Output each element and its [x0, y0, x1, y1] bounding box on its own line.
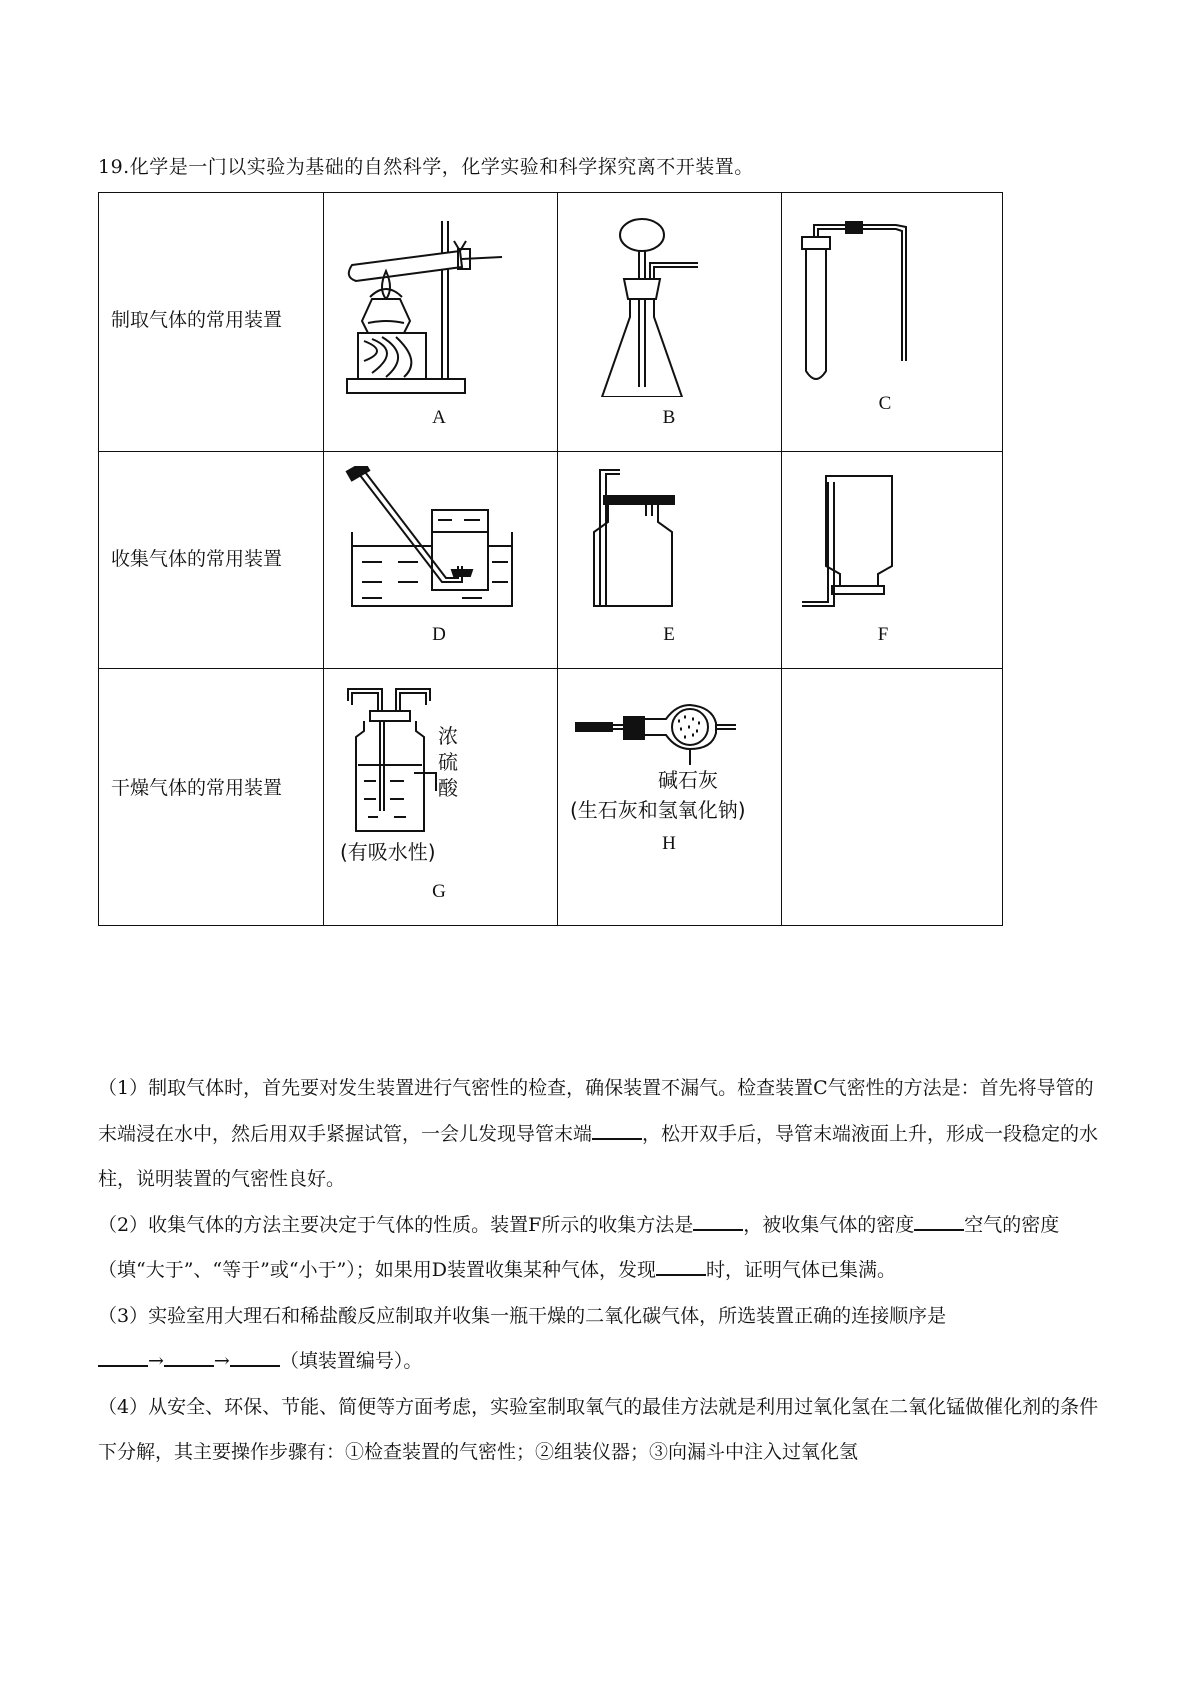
empty-cell [782, 669, 1003, 926]
apparatus-g-drawing [334, 681, 524, 871]
row-label: 收集气体的常用装置 [111, 548, 283, 570]
apparatus-b-drawing [598, 207, 738, 397]
apparatus-cell-f [782, 452, 1003, 669]
apparatus-cell-g [324, 669, 558, 926]
answer-blank[interactable] [592, 1120, 642, 1140]
apparatus-f-drawing [792, 466, 912, 616]
question-1: （1）制取气体时，首先要对发生装置进行气密性的检查，确保装置不漏气。检查装置C气密性的方法是：首先将导管的末端浸在水中，然后用双手紧握试管，一会儿发现导管末端 ，松开双手后，导管末端液面上升，形成一段稳定的水柱，说明装置的气密性良好。 [98, 1077, 1099, 1190]
answer-blank[interactable] [230, 1347, 280, 1367]
table-row-preparation [99, 193, 1003, 452]
g-label-line2: 硫 [438, 750, 458, 774]
apparatus-letter: A [432, 407, 446, 428]
apparatus-letter: D [432, 624, 446, 645]
question-2: （2）收集气体的方法主要决定于气体的性质。装置F所示的收集方法是 ，被收集气体的密度 空气的密度（填“大于”、“等于”或“小于”）；如果用D装置收集某种气体，发现 时，证明气体已集满。 [98, 1203, 1108, 1294]
apparatus-c-drawing [796, 221, 936, 401]
apparatus-letter: H [662, 833, 676, 854]
apparatus-table [98, 192, 1003, 926]
row-label: 干燥气体的常用装置 [111, 777, 283, 799]
apparatus-letter: F [877, 624, 889, 645]
apparatus-cell-e [558, 452, 782, 669]
apparatus-cell-h [558, 669, 782, 926]
questions [98, 1066, 1108, 1476]
apparatus-e-drawing [586, 466, 706, 616]
g-label-line3: 酸 [438, 776, 458, 800]
apparatus-cell-a [324, 193, 558, 452]
h-label-note: (生石灰和氢氧化钠) [570, 798, 746, 822]
question-4: （4）从安全、环保、节能、简便等方面考虑，实验室制取氧气的最佳方法就是利用过氧化氢在二氧化锰做催化剂的条件下分解，其主要操作步骤有：①检查装置的气密性；②组装仪器；③向漏斗中注入过氧化氢 [98, 1395, 1099, 1463]
apparatus-letter: G [432, 881, 446, 902]
table-row-drying [99, 669, 1003, 926]
apparatus-cell-c [782, 193, 1003, 452]
apparatus-a-drawing [342, 211, 522, 411]
answer-blank[interactable] [656, 1256, 706, 1276]
question-3: （3）实验室用大理石和稀盐酸反应制取并收集一瓶干燥的二氧化碳气体，所选装置正确的连接顺序是 → → （填装置编号）。 [98, 1304, 947, 1372]
apparatus-d-drawing [342, 466, 532, 616]
row-label-cell [99, 452, 324, 669]
apparatus-letter: C [878, 393, 892, 414]
answer-blank[interactable] [693, 1211, 743, 1231]
g-label-line1: 浓 [438, 724, 458, 748]
apparatus-h-drawing [566, 695, 776, 855]
row-label: 制取气体的常用装置 [111, 309, 283, 331]
apparatus-cell-d [324, 452, 558, 669]
answer-blank[interactable] [164, 1347, 214, 1367]
apparatus-letter: B [662, 407, 676, 428]
table-row-collection [99, 452, 1003, 669]
g-note: (有吸水性) [340, 840, 436, 864]
apparatus-cell-b [558, 193, 782, 452]
answer-blank[interactable] [98, 1347, 148, 1367]
h-label-name: 碱石灰 [658, 768, 718, 792]
answer-blank[interactable] [914, 1211, 964, 1231]
question-heading: 19.化学是一门以实验为基础的自然科学，化学实验和科学探究离不开装置。 [98, 156, 754, 178]
apparatus-letter: E [663, 624, 675, 645]
row-label-cell [99, 193, 324, 452]
row-label-cell [99, 669, 324, 926]
